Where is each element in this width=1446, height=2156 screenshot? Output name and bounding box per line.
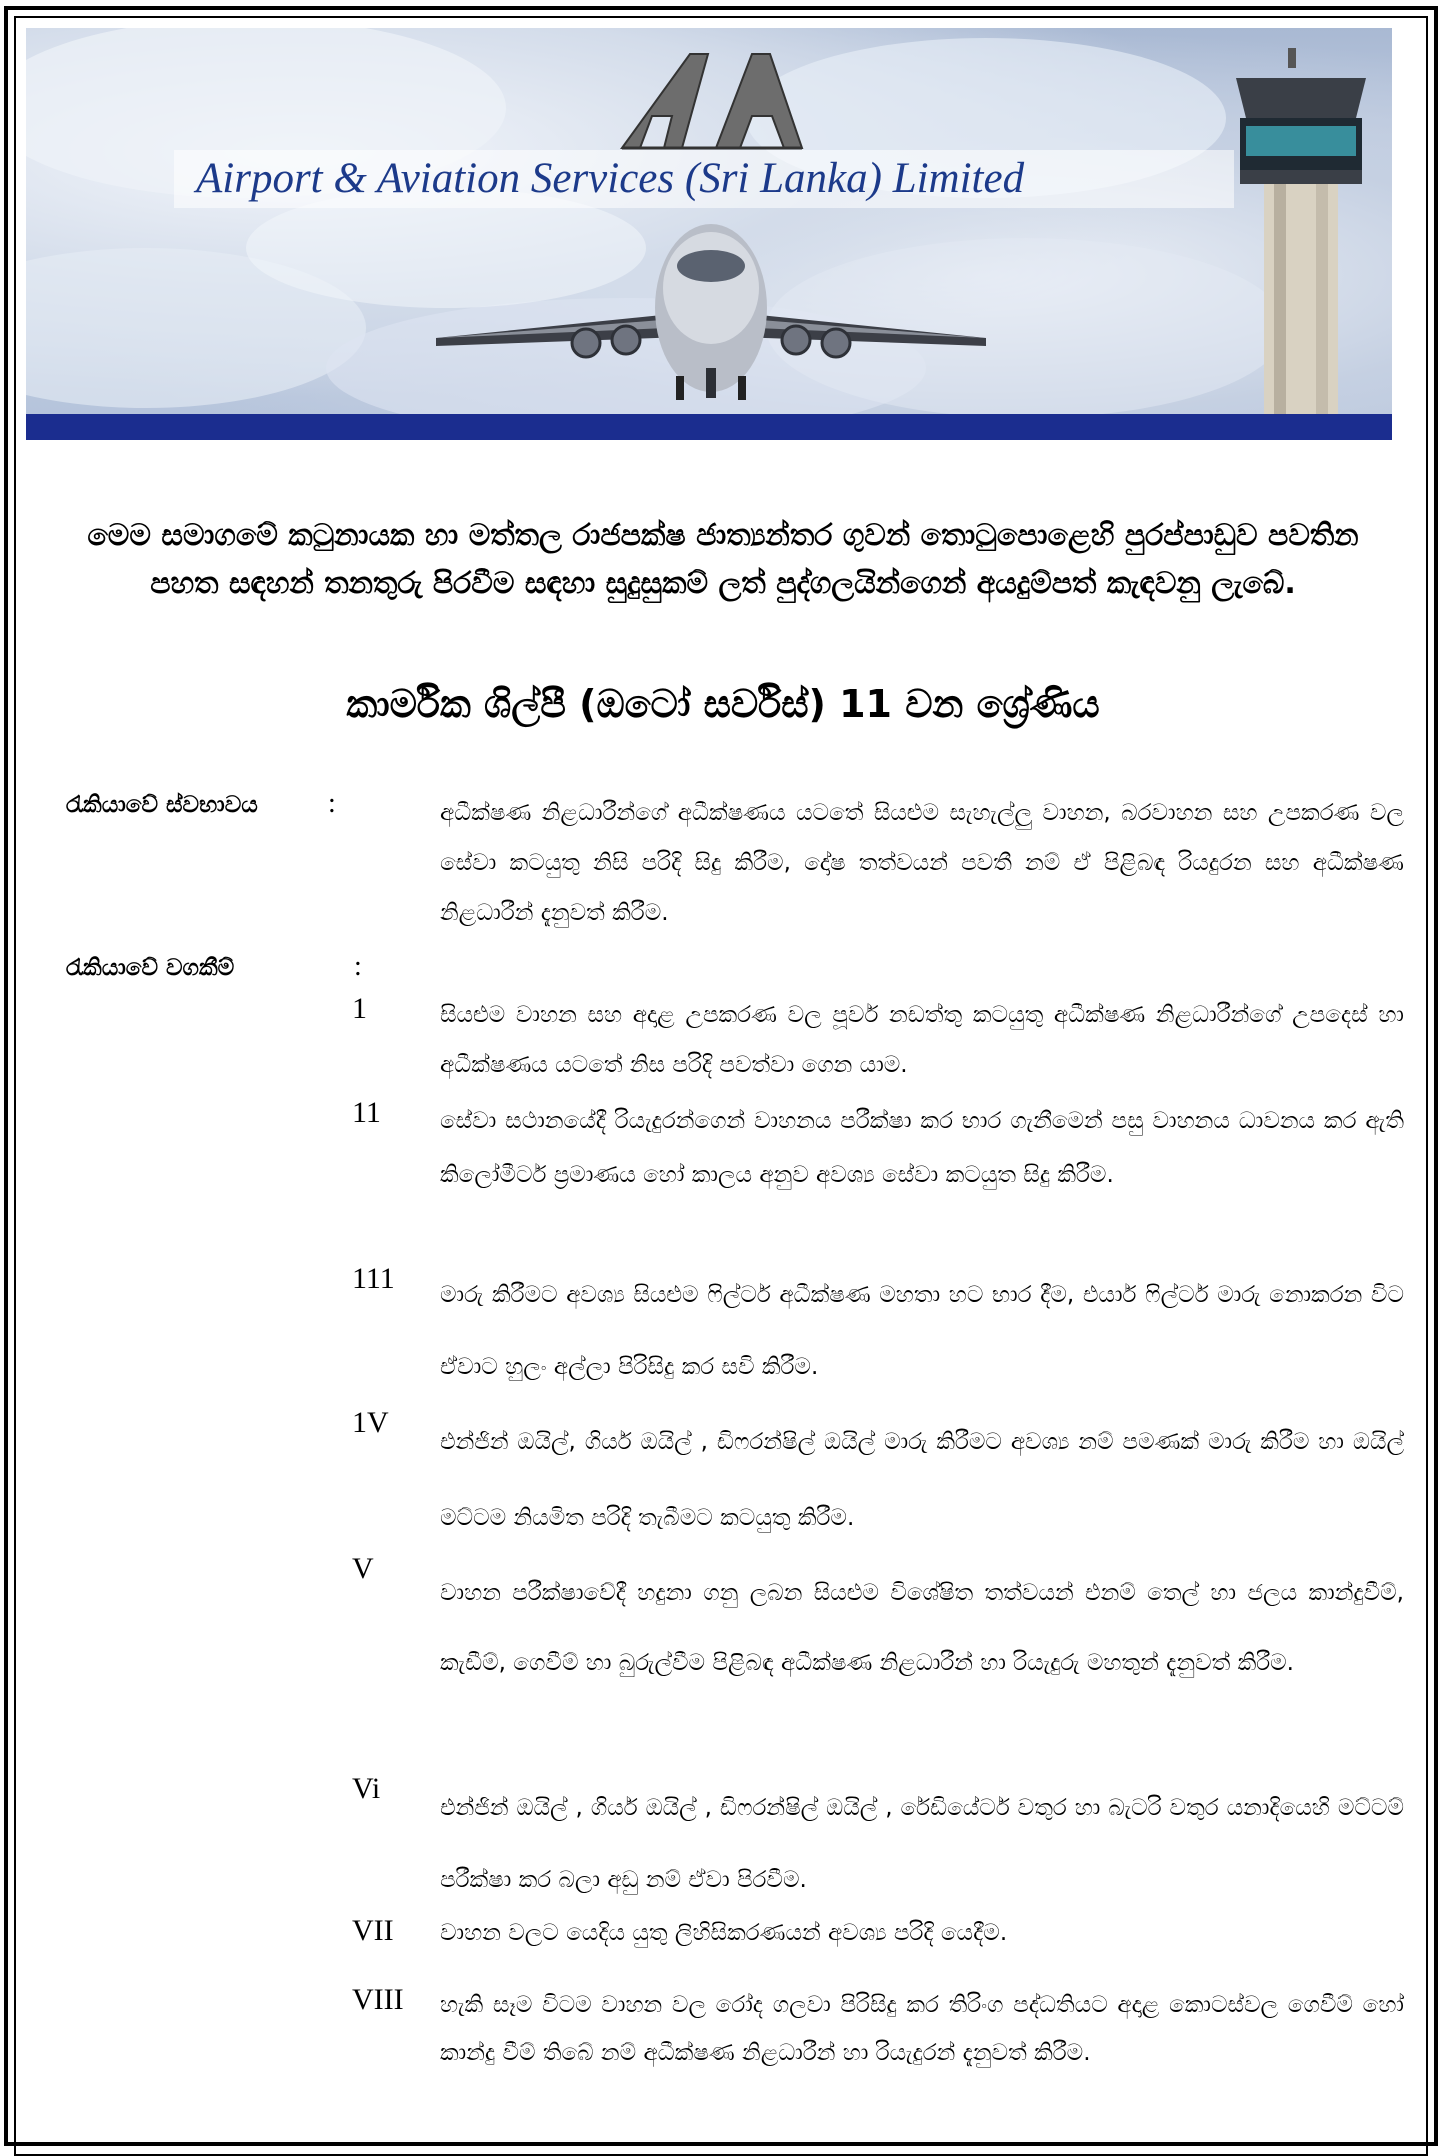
item-number: Vi xyxy=(352,1772,381,1805)
banner-blue-stripe xyxy=(26,414,1392,440)
item-text: සේවා සථානයේදී රියැදුරන්ගෙන් වාහනය පරීක්ෂා කර භාර ගැනීමෙන් පසු වාහනය ධාවනය කර ඇති කිලෝමීටර් ප්‍රමාණය හෝ කාලය අනුව අවශ්‍ය සේවා කටයුත සිදු කිරීම. xyxy=(440,1108,1404,1188)
item-number: V xyxy=(352,1552,374,1585)
job-nature-text: අධීක්ෂණ නිළධාරීන්ගේ අධීක්ෂණය යටතේ සියළුම සැහැල්ලු වාහන, බරවාහන සහ උපකරණ වල සේවා කටයුතු නිසි පරිදි සිදු කිරීම, දෝෂ තත්වයන් පවතී නම් ඒ පිළිබඳ රියදුරන සහ අධීක්ෂණ නිළධාරීන් දැනුවත් කිරීම. xyxy=(440,800,1404,926)
header-banner xyxy=(26,28,1392,440)
airplane-icon xyxy=(426,218,996,428)
item-text: එන්ජින් ඔයිල්, ගියර් ඔයිල් , ඩිෆරන්ෂිල් ඔයිල් මාරු කිරීමට අවශ්‍ය නම් පමණක් මාරු කිරීම හා ඔයිල් මට්ටම නියමිත පරිදි තැබීමට කටයුතු කිරීම. xyxy=(440,1429,1404,1531)
responsibilities-label: රැකියාවේ වගකීම් xyxy=(66,955,235,981)
item-number: 1 xyxy=(352,992,367,1025)
item-number: VII xyxy=(352,1914,394,1947)
item-number: 111 xyxy=(352,1262,395,1295)
company-name: Airport & Aviation Services (Sri Lanka) Limited xyxy=(196,155,1025,202)
aa-logo-icon xyxy=(612,50,812,150)
item-text: වාහන වලට යෙදිය යුතු ලිහිසිකරණයන් අවශ්‍ය පරිදි යෙදීම. xyxy=(440,1920,1008,1946)
item-text: එන්ජින් ඔයිල් , ගියර් ඔයිල් , ඩිෆරන්ෂිල් ඔයිල් , රේඩියේටර් වතුර හා බැටරි වතුර යනාදියෙහි මට්ටම් පරීක්ෂා කර බලා අඩු නම් ඒවා පිරවීම. xyxy=(440,1795,1404,1893)
job-nature-colon: : xyxy=(328,788,336,819)
item-text: සියළුම වාහන සහ අදාළ උපකරණ වල පූර්ව නඩත්තු කටයුතු අධීක්ෂණ නිළධාරීන්ගේ උපදෙස් හා අධීක්ෂණය යටතේ නිස පරිදි පවත්වා ගෙන යාම. xyxy=(440,1002,1404,1078)
item-number: 1V xyxy=(352,1406,389,1439)
responsibilities-colon: : xyxy=(354,951,362,982)
job-nature-label: රැකියාවේ ස්වභාවය xyxy=(66,792,258,818)
intro-heading: මෙම සමාගමේ කටුනායක හා මත්තල රාජපක්ෂ ජාත්‍යන්තර ගුවන් තොටුපොළෙහි පුරප්පාඩුව පවතින පහත සඳහන් තනතුරු පිරවීම සඳහා සුදුසුකම් ලත් පුද්ගලයින්ගෙන් අයදුම්පත් කැඳවනු ලැබේ. xyxy=(87,518,1359,601)
control-tower-icon xyxy=(1216,48,1386,418)
item-number: VIII xyxy=(352,1983,404,2016)
item-text: වාහන පරීක්ෂාවේදී හදුනා ගනු ලබන සියළුම විශේෂිත තත්වයන් එනම් තෙල් හා ජලය කාන්දුවීම්, කැඩීම්, ගෙවීම් හා බුරුල්වීම පිළිබඳ අධීක්ෂණ නිළධාරීන් හා රියැදුරු මහතුන් දැනුවත් කිරීම. xyxy=(440,1580,1404,1676)
item-text: හැකි සෑම විටම වාහන වල රෝද ගලවා පිරිසිදු කර තිරිංග පද්ධතියට අදාළ කොටස්වල ගෙවීම් හෝ කාන්දු වීම් තිබේ නම් අධීක්ෂණ නිළධාරීන් හා රියැදුරන් දැනුවත් කිරීම. xyxy=(440,1992,1404,2066)
item-number: 11 xyxy=(352,1096,381,1129)
item-text: මාරු කිරීමට අවශ්‍ය සියළුම ෆිල්ටර් අධීක්ෂණ මහතා හට භාර දීම, එයාර් ෆිල්ටර් මාරු නොකරන විට ඒවාට හුලං අල්ලා පිරිසිදු කර සවි කිරීම. xyxy=(440,1282,1404,1380)
position-title: කාර්මික ශිල්පී (ඔටෝ සර්විස්) 11 වන ශ්‍රේණිය xyxy=(346,682,1100,726)
